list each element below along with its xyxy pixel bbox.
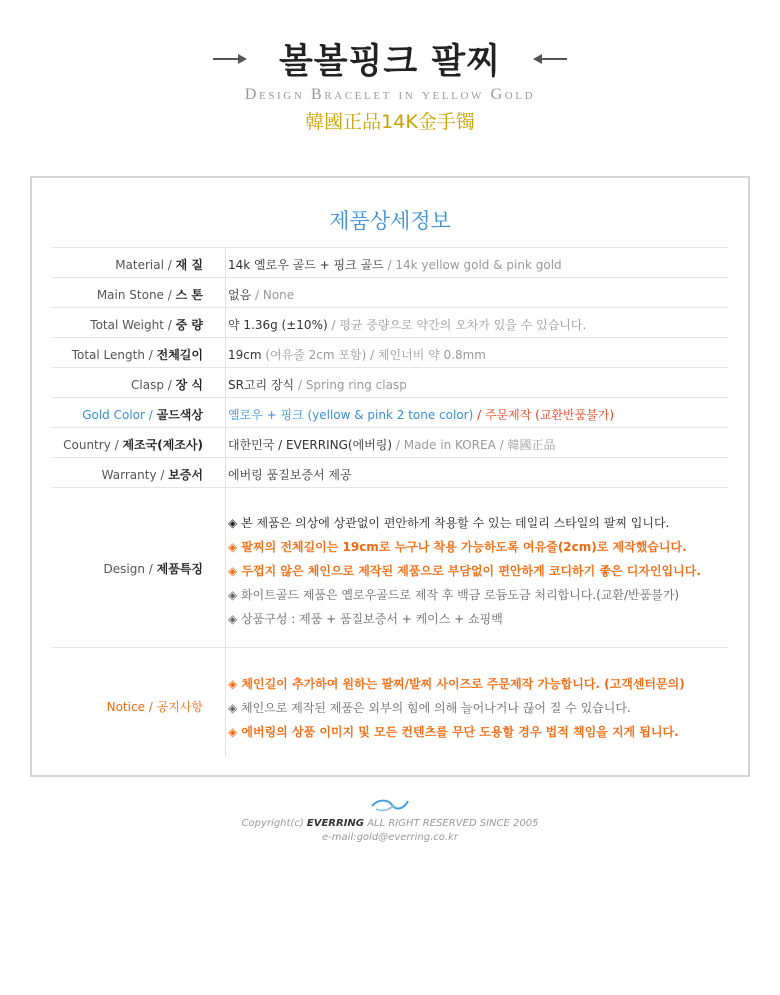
spec-value: SR고리 장식 / Spring ring clasp bbox=[228, 378, 407, 392]
contact-email: e-mail:gold@everring.co.kr bbox=[322, 832, 458, 843]
spec-label: Clasp / 장 식 bbox=[131, 378, 203, 392]
spec-label: Main Stone / 스 톤 bbox=[96, 288, 203, 302]
design-label: Design / 제품특징 bbox=[103, 562, 203, 576]
design-line: ◈ 본 제품은 의상에 상관없이 편안하게 착용할 수 있는 데일리 스타일의 팔찌 입니다. bbox=[228, 516, 670, 530]
arrow-right-icon bbox=[213, 52, 245, 66]
arrow-left-icon bbox=[535, 52, 567, 66]
spec-label: Material / 재 질 bbox=[115, 258, 203, 272]
notice-row bbox=[52, 647, 728, 758]
design-line: ◈ 두껍지 않은 체인으로 제작된 제품으로 부담없이 편안하게 코디하기 좋은 디자인입니다. bbox=[228, 564, 701, 578]
design-line: ◈ 상품구성 : 제품 + 품질보증서 + 케이스 + 쇼핑백 bbox=[228, 612, 503, 626]
spec-row-country bbox=[52, 427, 728, 458]
product-subtitle: Design Bracelet in yellow Gold bbox=[244, 86, 536, 103]
title-row bbox=[0, 34, 780, 84]
product-title: 볼볼핑크 팔찌 bbox=[278, 42, 502, 82]
spec-value: 14k 옐로우 골드 + 핑크 골드 / 14k yellow gold & pink gold bbox=[228, 258, 562, 272]
spec-row-clasp bbox=[52, 367, 728, 398]
notice-line: ◈ 체인으로 제작된 제품은 외부의 힘에 의해 늘어나거나 끊어 질 수 있습니다. bbox=[228, 701, 631, 715]
spec-label: Gold Color / 골드색상 bbox=[82, 408, 203, 422]
spec-value: 대한민국 / EVERRING(에버링) / Made in KOREA / 韓國正品 bbox=[228, 438, 556, 452]
product-subtitle-cn: 韓國正品14K金手镯 bbox=[305, 111, 475, 133]
spec-label: Total Length / 전체길이 bbox=[71, 348, 203, 362]
product-detail-box bbox=[30, 176, 750, 777]
spec-row-stone bbox=[52, 277, 728, 308]
spec-value: 약 1.36g (±10%) / 평균 중량으로 약간의 오차가 있을 수 있습니다. bbox=[228, 318, 587, 332]
spec-label: Total Weight / 중 량 bbox=[90, 318, 203, 332]
spec-value: 없음 / None bbox=[228, 288, 295, 302]
spec-row-gold-color bbox=[52, 397, 728, 428]
spec-value: 에버링 품질보증서 제공 bbox=[228, 468, 352, 482]
spec-row-length bbox=[52, 337, 728, 368]
spec-label: Country / 제조국(제조사) bbox=[63, 438, 203, 452]
notice-label: Notice / 공지사항 bbox=[106, 700, 203, 714]
section-title: 제품상세정보 bbox=[329, 209, 451, 233]
design-line: ◈ 화이트골드 제품은 옐로우골드로 제작 후 백금 로듐도금 처리합니다.(교환/반품불가) bbox=[228, 588, 680, 602]
notice-line: ◈ 에버링의 상품 이미지 및 모든 컨텐츠를 무단 도용할 경우 법적 책임을 지게 됩니다. bbox=[228, 725, 679, 739]
copyright: Copyright(c) EVERRING ALL RIGHT RESERVED SINCE 2005 bbox=[241, 818, 539, 829]
design-row bbox=[52, 487, 728, 648]
spec-value: 19cm (여유줄 2cm 포함) / 체인너비 약 0.8mm bbox=[228, 348, 486, 362]
notice-line: ◈ 체인길이 추가하여 원하는 팔찌/발찌 사이즈로 주문제작 가능합니다. (고객센터문의) bbox=[228, 677, 685, 691]
spec-label: Warranty / 보증서 bbox=[101, 468, 203, 482]
everring-logo-icon bbox=[370, 797, 410, 813]
spec-row-material bbox=[52, 247, 728, 278]
design-line: ◈ 팔찌의 전체길이는 19cm로 누구나 착용 가능하도록 여유줄(2cm)로 제작했습니다. bbox=[228, 540, 687, 554]
spec-row-warranty bbox=[52, 457, 728, 488]
spec-value: 옐로우 + 핑크 (yellow & pink 2 tone color) / 주문제작 (교환반품불가) bbox=[228, 408, 615, 422]
spec-row-weight bbox=[52, 307, 728, 338]
